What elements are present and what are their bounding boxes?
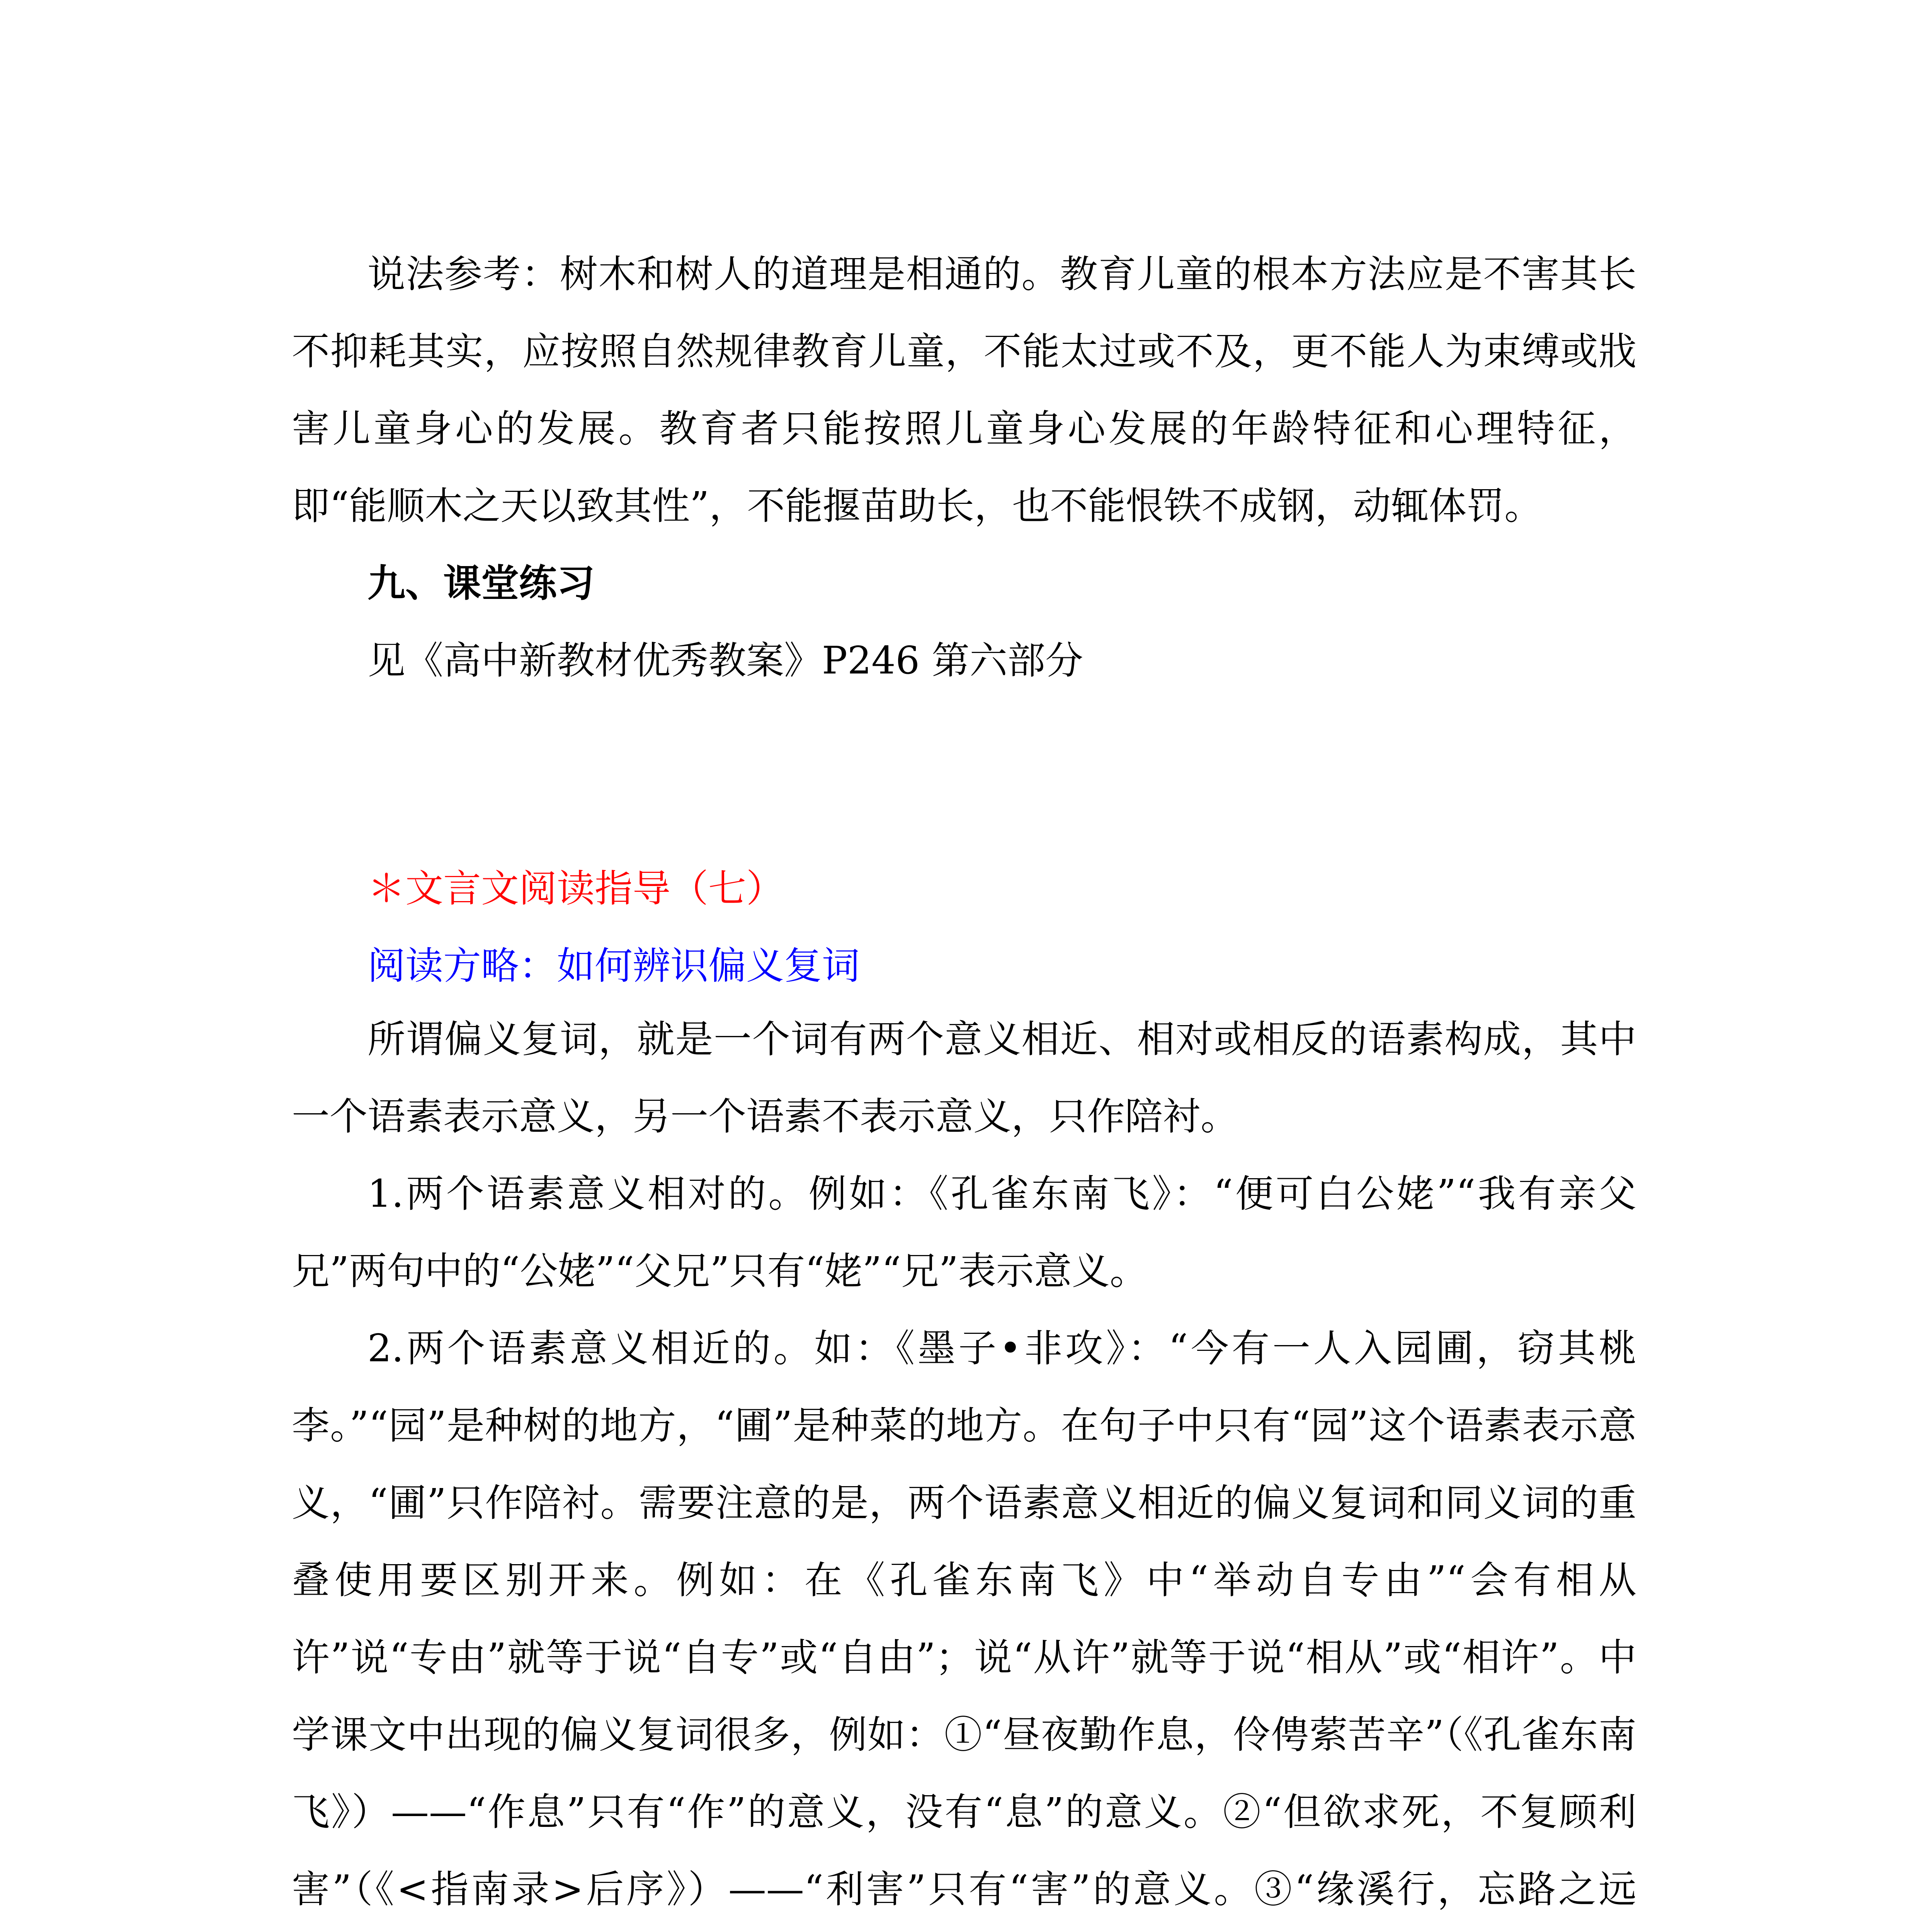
strategy-title: 阅读方略：如何辨识偏义复词 [367, 944, 860, 988]
exercise-reference: 见《高中新教材优秀教案》P246 第六部分 [367, 639, 1084, 683]
section-heading-classroom-practice: 九、课堂练习 [367, 561, 595, 605]
guide-title: ＊文言文阅读指导（七） [367, 867, 784, 911]
definition-paragraph: 所谓偏义复词，就是一个词有两个意义相近、相对或相反的语素构成，其中一个语素表示意义，另一个语素不表示意义，只作陪衬。 [292, 1017, 1636, 1139]
reference-answer-paragraph: 说法参考：树木和树人的道理是相通的。教育儿童的根本方法应是不害其长不抑耗其实，应按照自然规律教育儿童，不能太过或不及，更不能人为束缚或戕害儿童身心的发展。教育者只能按照儿童身心发展的年龄特征和心理特征，即“能顺木之天以致其性”，不能揠苗助长，也不能恨铁不成钢，动辄体罚。 [292, 252, 1636, 528]
point-one-paragraph: 1.两个语素意义相对的。例如：《孔雀东南飞》：“便可白公姥”“我有亲父兄”两句中的“公姥”“父兄”只有“姥”“兄”表示意义。 [292, 1172, 1636, 1293]
point-two-paragraph: 2.两个语素意义相近的。如：《墨子•非攻》：“今有一人入园圃，窃其桃李。”“园”是种树的地方，“圃”是种菜的地方。在句子中只有“园”这个语素表示意义，“圃”只作陪衬。需要注意的是，两个语素意义相近的偏义复词和同义词的重叠使用要区别开来。例如：在《孔雀东南飞》中“举动自专由”“会有相从许”说“专由”就等于说“自专”或“自由”；说“从许”就等于说“相从”或“相许”。中学课文中出现的偏义复词很多，例如：①“昼夜勤作息，伶俜萦苦辛”（《孔雀东南飞》）——“作息”只有“作”的意义，没有“息”的意义。②“但欲求死，不复顾利害”（《<指南录>后序》）——“利害”只有“害”的意义。③“缘溪行，忘路之远 [292, 1327, 1636, 1912]
